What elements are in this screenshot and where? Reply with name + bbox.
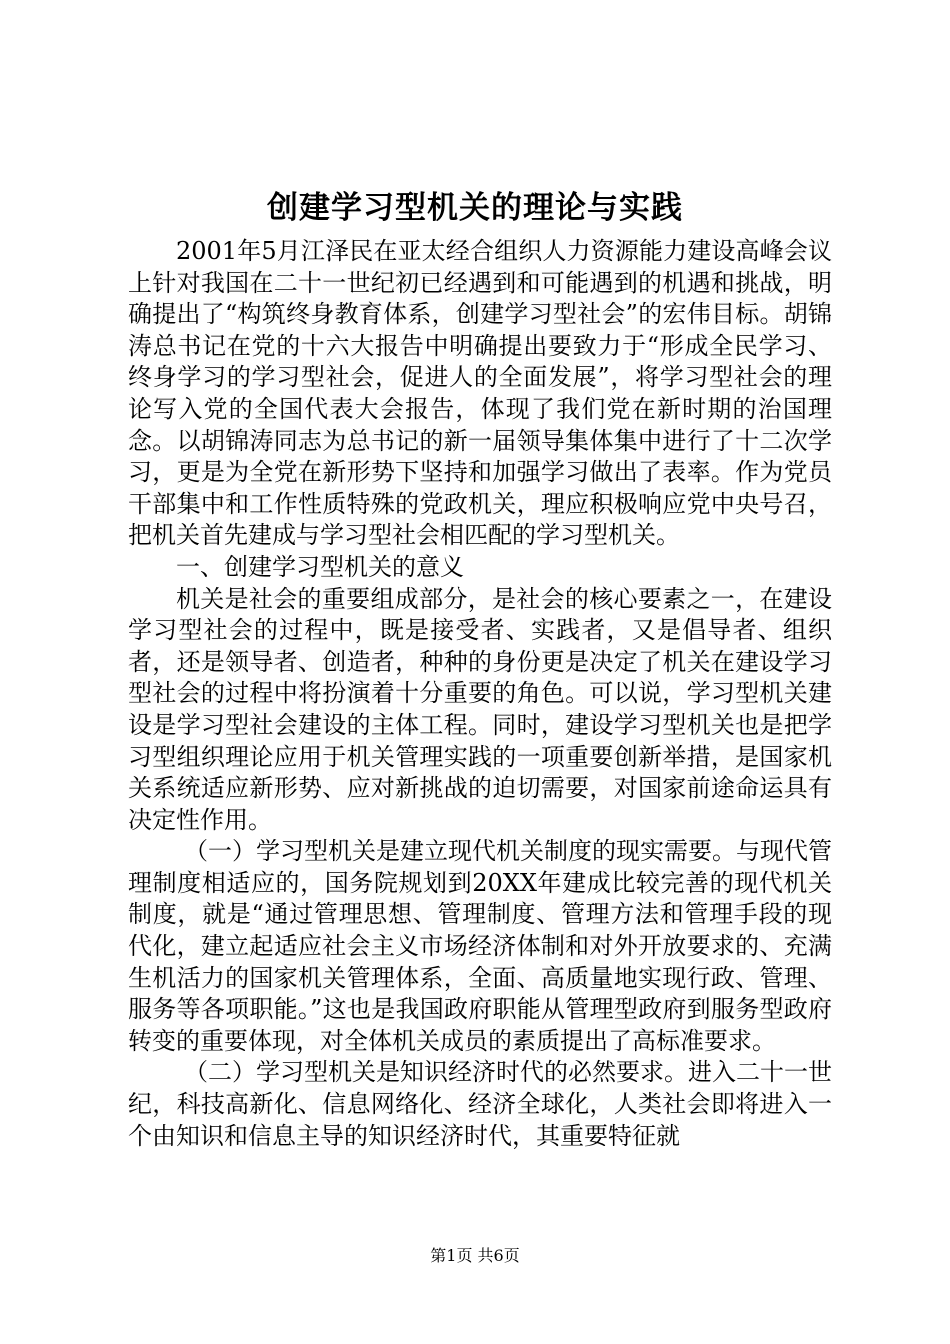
page-footer: 第1页 共6页 — [430, 1246, 520, 1265]
document-body — [128, 236, 832, 1152]
section-heading: 一、创建学习型机关的意义 — [176, 552, 464, 581]
paragraph-point-two: （二）学习型机关是知识经济时代的必然要求。进入二十一世纪，科技高新化、信息网络化、经济全球化，人类社会即将进入一个由知识和信息主导的知识经济时代，其重要特征就 — [128, 1058, 832, 1150]
paragraph-intro: 2001年5月江泽民在亚太经合组织人力资源能力建设高峰会议上针对我国在二十一世纪初已经遇到和可能遇到的机遇和挑战，明确提出了“构筑终身教育体系，创建学习型社会”的宏伟目标。胡锦涛总书记在党的十六大报告中明确提出要致力于“形成全民学习、终身学习的学习型社会，促进人的全面发展”，将学习型社会的理论写入党的全国代表大会报告，体现了我们党在新时期的治国理念。以胡锦涛同志为总书记的新一届领导集体集中进行了十二次学习，更是为全党在新形势下坚持和加强学习做出了表率。作为党员干部集中和工作性质特殊的党政机关，理应积极响应党中央号召，把机关首先建成与学习型社会相匹配的学习型机关。 — [128, 237, 832, 550]
document-title: 创建学习型机关的理论与实践 — [267, 190, 683, 226]
paragraph-significance: 机关是社会的重要组成部分，是社会的核心要素之一，在建设学习型社会的过程中，既是接受者、实践者，又是倡导者、组织者，还是领导者、创造者，种种的身份更是决定了机关在建设学习型社会的过程中将扮演着十分重要的角色。可以说，学习型机关建设是学习型社会建设的主体工程。同时，建设学习型机关也是把学习型组织理论应用于机关管理实践的一项重要创新举措，是国家机关系统适应新形势、应对新挑战的迫切需要，对国家前途命运具有决定性作用。 — [128, 584, 832, 834]
paragraph-point-one: （一）学习型机关是建立现代机关制度的现实需要。与现代管理制度相适应的，国务院规划到20XX年建成比较完善的现代机关制度，就是“通过管理思想、管理制度、管理方法和管理手段的现代化，建立起适应社会主义市场经济体制和对外开放要求的、充满生机活力的国家机关管理体系，全面、高质量地实现行政、管理、服务等各项职能。”这也是我国政府职能从管理型政府到服务型政府转变的重要体现，对全体机关成员的素质提出了高标准要求。 — [128, 837, 832, 1055]
